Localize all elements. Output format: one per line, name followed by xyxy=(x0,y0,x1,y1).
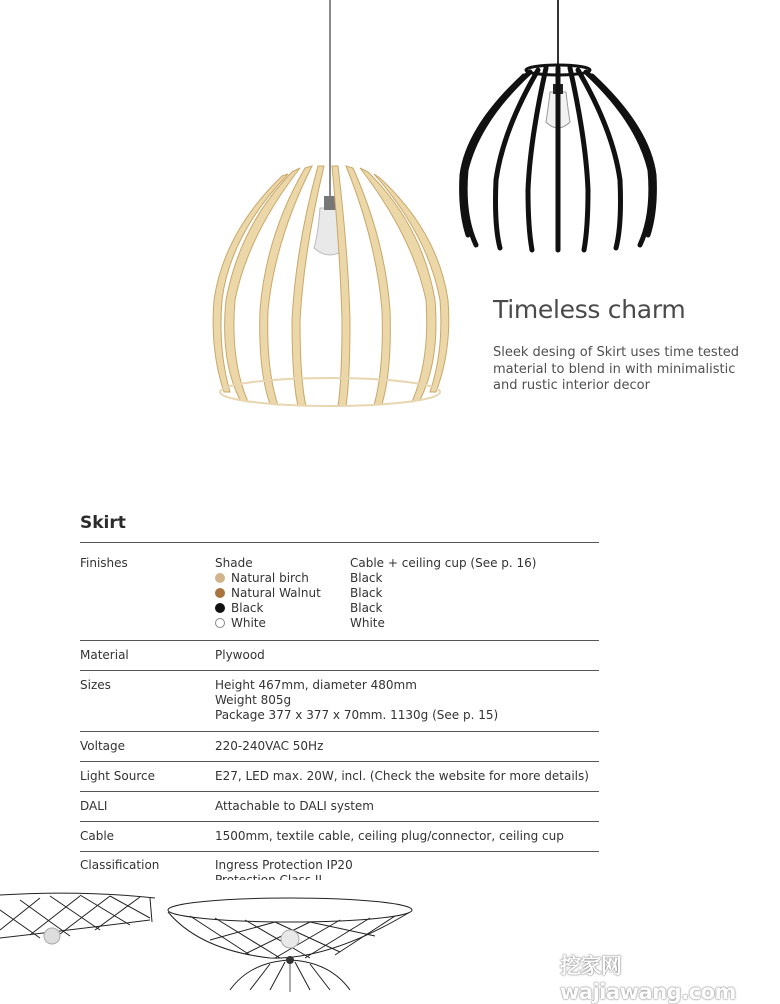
finish-cable: White xyxy=(350,616,385,630)
light-source-label: Light Source xyxy=(80,769,155,783)
light-source-value: E27, LED max. 20W, incl. (Check the website for more details) xyxy=(215,769,589,783)
voltage-label: Voltage xyxy=(80,739,126,753)
sizes-row xyxy=(80,671,599,732)
finishes-label: Finishes xyxy=(80,556,128,570)
finish-shade: Black xyxy=(215,601,350,616)
sizes-label: Sizes xyxy=(80,678,111,692)
birch-pendant-lamp-image xyxy=(200,0,465,415)
wire-lamp-image-right xyxy=(160,880,425,992)
feature-description-line: and rustic interior decor xyxy=(493,378,650,393)
classification-line: Ingress Protection IP20 xyxy=(215,858,353,872)
finish-cable: Black xyxy=(350,586,383,600)
white-swatch-icon xyxy=(215,618,225,628)
birch-swatch-icon xyxy=(215,573,225,583)
finishes-table xyxy=(215,556,599,631)
feature-description-line: Sleek desing of Skirt uses time tested xyxy=(493,345,740,360)
voltage-row xyxy=(80,732,599,762)
dali-row xyxy=(80,792,599,822)
cable-value: 1500mm, textile cable, ceiling plug/connector, ceiling cup xyxy=(215,829,564,843)
spec-sheet xyxy=(80,511,599,888)
dali-label: DALI xyxy=(80,799,108,813)
feature-description xyxy=(493,345,753,395)
finish-shade: White xyxy=(215,616,350,631)
finish-cable: Black xyxy=(350,601,383,615)
finish-cable: Black xyxy=(350,571,383,585)
shade-header: Shade xyxy=(215,556,253,570)
material-label: Material xyxy=(80,648,129,662)
cable-header: Cable + ceiling cup (See p. 16) xyxy=(350,556,537,570)
feature-headline: Timeless charm xyxy=(493,295,686,324)
black-swatch-icon xyxy=(215,603,225,613)
material-row xyxy=(80,641,599,671)
size-line: Height 467mm, diameter 480mm xyxy=(215,678,417,692)
product-title: Skirt xyxy=(80,511,599,543)
feature-description-line: material to blend in with minimalistic xyxy=(493,361,736,377)
sizes-value xyxy=(215,678,599,723)
walnut-swatch-icon xyxy=(215,588,225,598)
finishes-row xyxy=(80,543,599,641)
finish-shade: Natural birch xyxy=(215,571,350,586)
cable-label: Cable xyxy=(80,829,115,843)
material-value: Plywood xyxy=(215,648,265,662)
finish-shade: Natural Walnut xyxy=(215,586,350,601)
voltage-value: 220-240VAC 50Hz xyxy=(215,739,324,753)
black-pendant-lamp-image xyxy=(458,0,663,260)
size-line: Weight 805g xyxy=(215,693,292,707)
classification-label: Classification xyxy=(80,858,160,872)
dali-value: Attachable to DALI system xyxy=(215,799,374,813)
wire-lamp-image-left xyxy=(0,880,160,950)
light-source-row xyxy=(80,762,599,792)
classification-value xyxy=(215,858,599,882)
watermark: 挖家网 wajiawang.com xyxy=(560,954,736,1004)
cable-row xyxy=(80,822,599,852)
size-line: Package 377 x 377 x 70mm. 1130g (See p. 15) xyxy=(215,708,499,722)
